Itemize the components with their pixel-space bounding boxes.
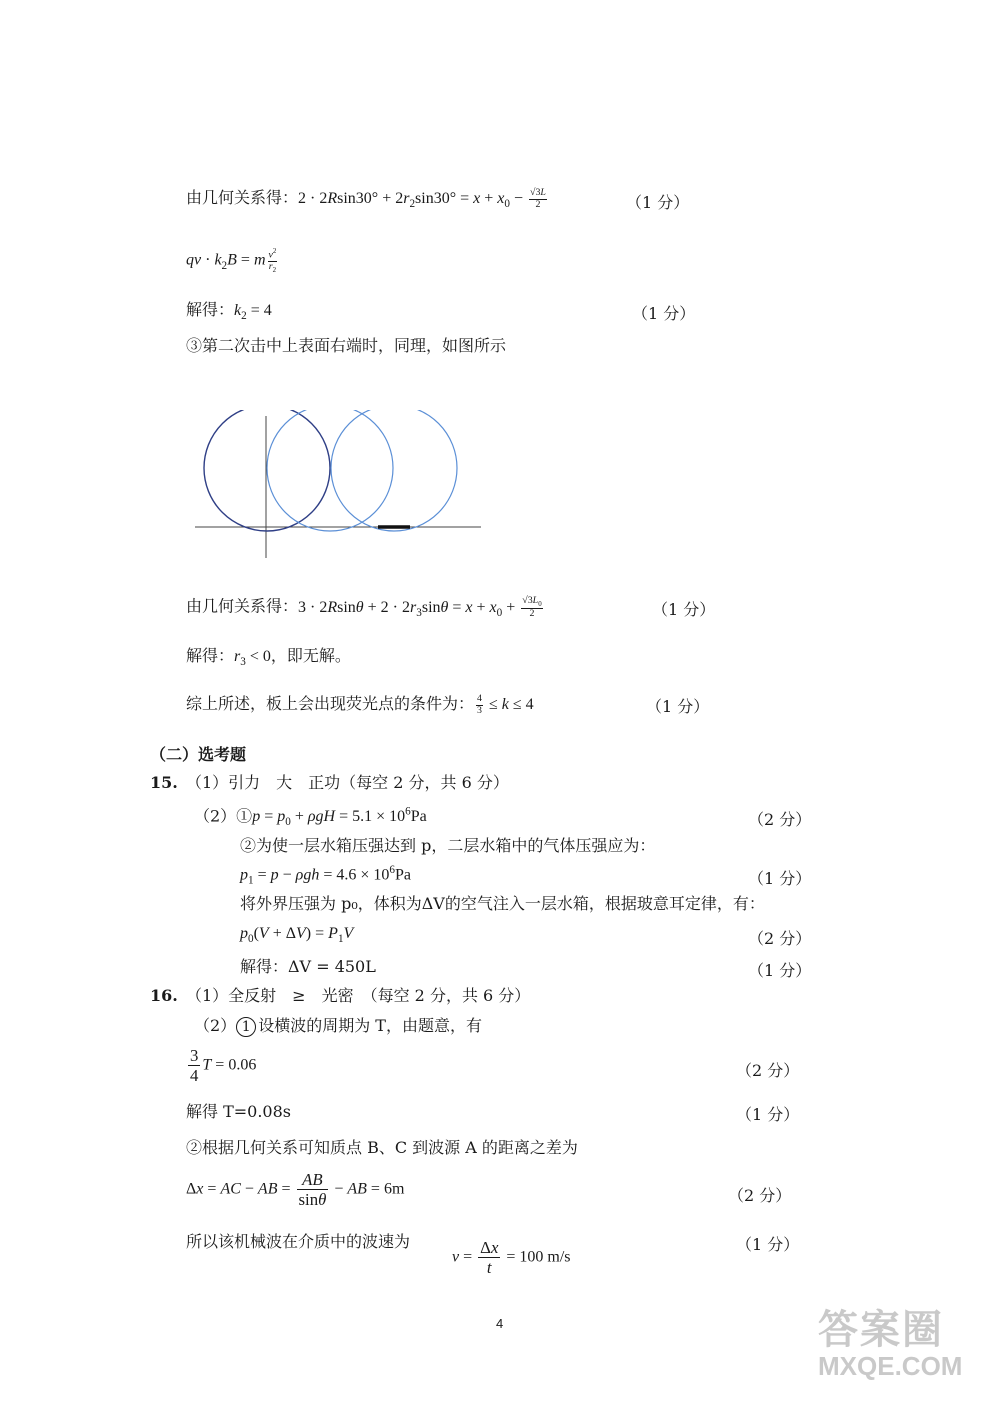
q16-step3-text: ②根据几何关系可知质点 B、C 到波源 A 的距离之差为 <box>186 1138 578 1157</box>
score: （1 分） <box>632 304 696 323</box>
score: （2 分） <box>748 929 812 948</box>
solve-r3: 解得：$r_3 < 0$，即无解。 <box>186 646 351 669</box>
q15-step2-text: ②为使一层水箱压强达到 p，二层水箱中的气体压强应为： <box>240 836 656 855</box>
score: （2 分） <box>748 810 812 829</box>
circled-one: 1 <box>236 1017 256 1037</box>
q16-part2-intro: （2） 1 设横波的周期为 T，由题意，有 <box>194 1016 482 1035</box>
q16-step1-equation: $\frac{3}{4}$ T = 0.06 <box>190 1046 257 1086</box>
summary-text: 综上所述，板上会出现荧光点的条件为： <box>186 694 475 713</box>
case-3-text: ③第二次击中上表面右端时，同理，如图所示 <box>186 336 507 355</box>
force-equation: qv · $k_2B = m$ $\frac{v^2}{r_2}$ <box>186 247 277 274</box>
q15-step3-equation: $p_1 = p - \rho gh = 4.6 \times 10^6Pa$ <box>240 864 411 887</box>
q15-step5-equation: $p_0(V + \Delta V) = P_1V$ <box>240 925 354 946</box>
q15-step6-text: 解得：ΔV = 450L <box>240 957 376 976</box>
page-number: 4 <box>496 1316 504 1331</box>
summary-condition: 综上所述，板上会出现荧光点的条件为： $\frac{4}{3}$ ≤ k ≤ 4 <box>186 693 534 716</box>
watermark-logo: 答案圈 <box>818 1308 944 1352</box>
solve-k2: 解得：$k_2 = 4$ <box>186 300 272 323</box>
geometry-equation-2: 由几何关系得：$3 \cdot 2Rsin\theta + 2 \cdot 2r_3\sin\theta = x + x_0$ + $\frac{√3L_0}{2}$ <box>186 595 542 620</box>
question-16-number: 16. <box>150 986 178 1005</box>
question-15-number: 15. <box>150 773 178 792</box>
q16-part1: （1）全反射 ≥ 光密 （每空 2 分，共 6 分） <box>186 986 531 1005</box>
q16-step5-equation: v = $\frac{\Delta x}{t}$ = 100 m/s <box>452 1238 571 1278</box>
trajectory-circles-figure <box>195 410 485 560</box>
geometry-label: 由几何关系得： <box>186 188 299 207</box>
geometry-equation-1: 由几何关系得：$2 \cdot 2Rsin30^\circ + 2r_2\sin 30^\circ = x + x_0$ − $\frac{√3L}{2}$ <box>186 187 546 211</box>
q15-part1: （1）引力 大 正功（每空 2 分，共 6 分） <box>186 773 509 792</box>
q15-step4-text: 将外界压强为 p₀，体积为ΔV的空气注入一层水箱，根据玻意耳定律，有： <box>240 894 765 913</box>
geometry-label: 由几何关系得： <box>186 596 299 616</box>
solve-label: 解得： <box>186 646 235 665</box>
score: （1 分） <box>748 869 812 888</box>
light-circle-2 <box>331 410 457 531</box>
q15-part2-step1: （2）①p = $p_0 + \rho gH = 5.1 \times 10^6Pa$ <box>194 806 427 829</box>
q16-step2-text: 解得 T=0.08s <box>186 1102 292 1121</box>
watermark <box>818 1310 962 1384</box>
solve-label: 解得： <box>186 300 235 319</box>
score: （1 分） <box>626 193 690 212</box>
score: （2 分） <box>736 1061 800 1080</box>
q16-step4-equation: Δx = AC − AB = $\frac{AB}{\sin\theta}$ − AB = 6m <box>186 1170 405 1210</box>
solve-tail: ，即无解。 <box>270 646 351 665</box>
score: （1 分） <box>652 600 716 619</box>
score: （1 分） <box>736 1235 800 1254</box>
score: （1 分） <box>736 1105 800 1124</box>
score: （1 分） <box>646 697 710 716</box>
section-title: （二）选考题 <box>150 745 247 764</box>
watermark-url: MXQE.COM <box>818 1351 963 1381</box>
q16-step5-text: 所以该机械波在介质中的波速为 <box>186 1232 411 1251</box>
score: （1 分） <box>748 961 812 980</box>
score: （2 分） <box>728 1186 792 1205</box>
